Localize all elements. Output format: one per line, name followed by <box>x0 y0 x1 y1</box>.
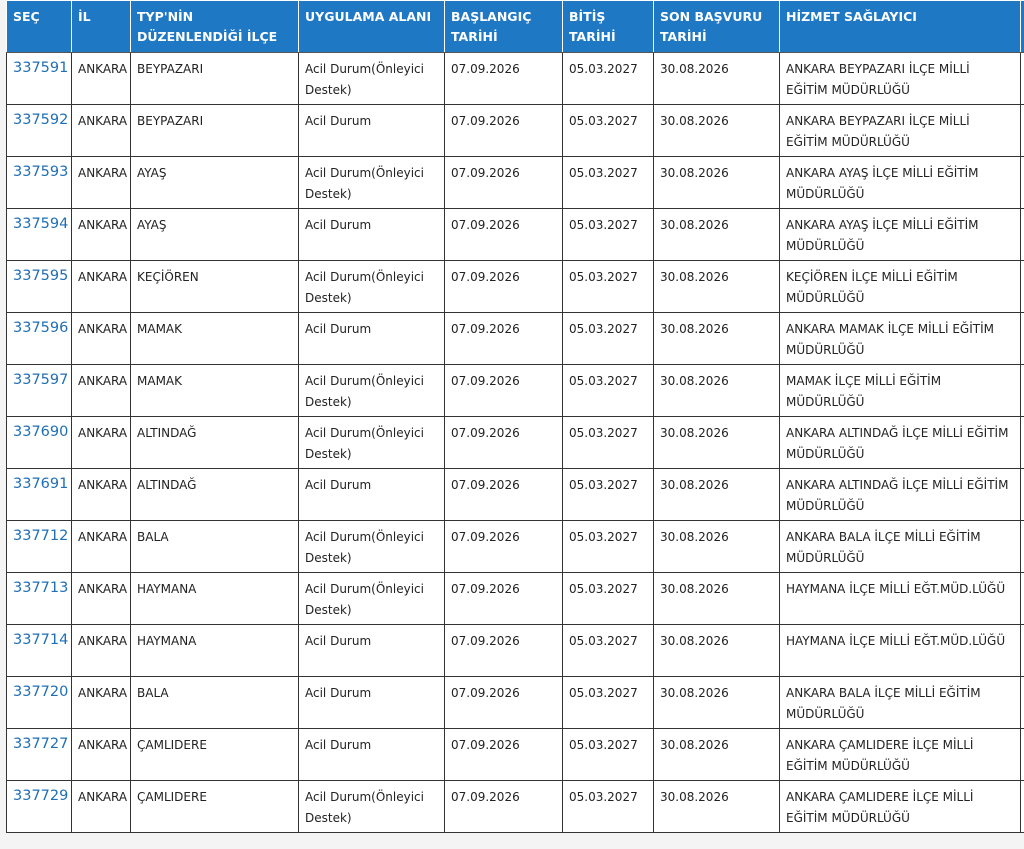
header-uygulama-alani[interactable]: UYGULAMA ALANI <box>299 1 445 53</box>
cell-bitis-tarihi: 05.03.2027 <box>563 157 654 209</box>
cell-extra <box>1021 417 1024 469</box>
cell-extra <box>1021 781 1024 833</box>
cell-ilce: AYAŞ <box>131 209 299 261</box>
header-baslangic-tarihi[interactable]: BAŞLANGIÇ TARİHİ <box>445 1 563 53</box>
header-row <box>7 1 1024 53</box>
cell-uygulama-alani: Acil Durum <box>299 209 445 261</box>
cell-uygulama-alani: Acil Durum(Önleyici Destek) <box>299 573 445 625</box>
cell-uygulama-alani: Acil Durum <box>299 729 445 781</box>
cell-baslangic-tarihi: 07.09.2026 <box>445 261 563 313</box>
select-record-link[interactable]: 337591 <box>13 60 69 76</box>
cell-il: ANKARA <box>72 53 131 105</box>
cell-uygulama-alani: Acil Durum(Önleyici Destek) <box>299 53 445 105</box>
table-row <box>7 729 1024 781</box>
cell-bitis-tarihi: 05.03.2027 <box>563 625 654 677</box>
cell-extra <box>1021 209 1024 261</box>
cell-hizmet-saglayici: ANKARA ALTINDAĞ İLÇE MİLLİ EĞİTİM MÜDÜRLÜĞÜ <box>780 469 1021 521</box>
cell-bitis-tarihi: 05.03.2027 <box>563 53 654 105</box>
cell-son-basvuru-tarihi: 30.08.2026 <box>654 469 780 521</box>
cell-ilce: AYAŞ <box>131 157 299 209</box>
cell-baslangic-tarihi: 07.09.2026 <box>445 365 563 417</box>
cell-il: ANKARA <box>72 781 131 833</box>
cell-sec <box>7 781 72 833</box>
table-row <box>7 573 1024 625</box>
select-record-link[interactable]: 337593 <box>13 164 69 180</box>
cell-ilce: HAYMANA <box>131 625 299 677</box>
cell-extra <box>1021 53 1024 105</box>
table-row <box>7 105 1024 157</box>
table-row <box>7 313 1024 365</box>
cell-il: ANKARA <box>72 365 131 417</box>
cell-uygulama-alani: Acil Durum(Önleyici Destek) <box>299 261 445 313</box>
cell-sec <box>7 365 72 417</box>
cell-hizmet-saglayici: ANKARA AYAŞ İLÇE MİLLİ EĞİTİM MÜDÜRLÜĞÜ <box>780 157 1021 209</box>
header-hizmet-saglayici[interactable]: HİZMET SAĞLAYICI <box>780 1 1021 53</box>
select-record-link[interactable]: 337596 <box>13 320 69 336</box>
table-row <box>7 625 1024 677</box>
cell-bitis-tarihi: 05.03.2027 <box>563 573 654 625</box>
table-header <box>7 1 1024 53</box>
cell-il: ANKARA <box>72 521 131 573</box>
cell-baslangic-tarihi: 07.09.2026 <box>445 469 563 521</box>
table-row <box>7 261 1024 313</box>
cell-bitis-tarihi: 05.03.2027 <box>563 521 654 573</box>
cell-uygulama-alani: Acil Durum <box>299 313 445 365</box>
cell-hizmet-saglayici: KEÇİÖREN İLÇE MİLLİ EĞİTİM MÜDÜRLÜĞÜ <box>780 261 1021 313</box>
cell-son-basvuru-tarihi: 30.08.2026 <box>654 209 780 261</box>
cell-son-basvuru-tarihi: 30.08.2026 <box>654 313 780 365</box>
cell-baslangic-tarihi: 07.09.2026 <box>445 313 563 365</box>
cell-extra <box>1021 729 1024 781</box>
cell-son-basvuru-tarihi: 30.08.2026 <box>654 521 780 573</box>
cell-extra <box>1021 521 1024 573</box>
cell-ilce: MAMAK <box>131 365 299 417</box>
cell-son-basvuru-tarihi: 30.08.2026 <box>654 105 780 157</box>
cell-baslangic-tarihi: 07.09.2026 <box>445 105 563 157</box>
cell-il: ANKARA <box>72 261 131 313</box>
cell-ilce: HAYMANA <box>131 573 299 625</box>
table-row <box>7 677 1024 729</box>
cell-bitis-tarihi: 05.03.2027 <box>563 365 654 417</box>
header-ilce[interactable]: TYP'NİN DÜZENLENDİĞİ İLÇE <box>131 1 299 53</box>
cell-extra <box>1021 313 1024 365</box>
cell-il: ANKARA <box>72 729 131 781</box>
cell-hizmet-saglayici: ANKARA ÇAMLIDERE İLÇE MİLLİ EĞİTİM MÜDÜRLÜĞÜ <box>780 729 1021 781</box>
table-row <box>7 209 1024 261</box>
cell-ilce: ÇAMLIDERE <box>131 729 299 781</box>
cell-son-basvuru-tarihi: 30.08.2026 <box>654 625 780 677</box>
table-row <box>7 53 1024 105</box>
cell-sec <box>7 105 72 157</box>
cell-son-basvuru-tarihi: 30.08.2026 <box>654 365 780 417</box>
cell-son-basvuru-tarihi: 30.08.2026 <box>654 417 780 469</box>
cell-son-basvuru-tarihi: 30.08.2026 <box>654 157 780 209</box>
cell-il: ANKARA <box>72 157 131 209</box>
header-il[interactable]: İL <box>72 1 131 53</box>
cell-sec <box>7 573 72 625</box>
table-body <box>7 53 1024 833</box>
cell-extra <box>1021 261 1024 313</box>
table-row <box>7 365 1024 417</box>
select-record-link[interactable]: 337597 <box>13 372 69 388</box>
cell-baslangic-tarihi: 07.09.2026 <box>445 53 563 105</box>
cell-extra <box>1021 573 1024 625</box>
cell-uygulama-alani: Acil Durum <box>299 469 445 521</box>
select-record-link[interactable]: 337595 <box>13 268 69 284</box>
cell-son-basvuru-tarihi: 30.08.2026 <box>654 261 780 313</box>
cell-sec <box>7 417 72 469</box>
cell-uygulama-alani: Acil Durum <box>299 677 445 729</box>
cell-uygulama-alani: Acil Durum(Önleyici Destek) <box>299 417 445 469</box>
cell-hizmet-saglayici: ANKARA BALA İLÇE MİLLİ EĞİTİM MÜDÜRLÜĞÜ <box>780 521 1021 573</box>
cell-sec <box>7 53 72 105</box>
cell-bitis-tarihi: 05.03.2027 <box>563 313 654 365</box>
cell-baslangic-tarihi: 07.09.2026 <box>445 157 563 209</box>
cell-uygulama-alani: Acil Durum(Önleyici Destek) <box>299 157 445 209</box>
cell-son-basvuru-tarihi: 30.08.2026 <box>654 781 780 833</box>
cell-hizmet-saglayici: ANKARA BALA İLÇE MİLLİ EĞİTİM MÜDÜRLÜĞÜ <box>780 677 1021 729</box>
table-row <box>7 781 1024 833</box>
cell-extra <box>1021 105 1024 157</box>
select-record-link[interactable]: 337727 <box>13 736 69 752</box>
cell-hizmet-saglayici: ANKARA BEYPAZARI İLÇE MİLLİ EĞİTİM MÜDÜRLÜĞÜ <box>780 105 1021 157</box>
cell-bitis-tarihi: 05.03.2027 <box>563 729 654 781</box>
cell-uygulama-alani: Acil Durum(Önleyici Destek) <box>299 521 445 573</box>
cell-ilce: ÇAMLIDERE <box>131 781 299 833</box>
cell-baslangic-tarihi: 07.09.2026 <box>445 209 563 261</box>
cell-son-basvuru-tarihi: 30.08.2026 <box>654 677 780 729</box>
cell-sec <box>7 677 72 729</box>
cell-ilce: ALTINDAĞ <box>131 469 299 521</box>
cell-il: ANKARA <box>72 625 131 677</box>
cell-bitis-tarihi: 05.03.2027 <box>563 677 654 729</box>
select-record-link[interactable]: 337714 <box>13 632 69 648</box>
cell-sec <box>7 313 72 365</box>
cell-extra <box>1021 469 1024 521</box>
cell-hizmet-saglayici: HAYMANA İLÇE MİLLİ EĞT.MÜD.LÜĞÜ <box>780 625 1021 677</box>
cell-baslangic-tarihi: 07.09.2026 <box>445 573 563 625</box>
cell-baslangic-tarihi: 07.09.2026 <box>445 781 563 833</box>
cell-extra <box>1021 677 1024 729</box>
table-row <box>7 417 1024 469</box>
select-record-link[interactable]: 337712 <box>13 528 69 544</box>
cell-uygulama-alani: Acil Durum <box>299 105 445 157</box>
select-record-link[interactable]: 337720 <box>13 684 69 700</box>
cell-il: ANKARA <box>72 417 131 469</box>
cell-ilce: BALA <box>131 677 299 729</box>
select-record-link[interactable]: 337691 <box>13 476 69 492</box>
header-sec[interactable]: SEÇ <box>7 1 72 53</box>
cell-sec <box>7 469 72 521</box>
cell-hizmet-saglayici: ANKARA AYAŞ İLÇE MİLLİ EĞİTİM MÜDÜRLÜĞÜ <box>780 209 1021 261</box>
header-son-basvuru-tarihi[interactable]: SON BAŞVURU TARİHİ <box>654 1 780 53</box>
program-listing-table <box>6 0 1024 833</box>
cell-il: ANKARA <box>72 469 131 521</box>
cell-il: ANKARA <box>72 677 131 729</box>
cell-sec <box>7 521 72 573</box>
select-record-link[interactable]: 337592 <box>13 112 69 128</box>
cell-ilce: KEÇİÖREN <box>131 261 299 313</box>
cell-hizmet-saglayici: ANKARA ALTINDAĞ İLÇE MİLLİ EĞİTİM MÜDÜRLÜĞÜ <box>780 417 1021 469</box>
cell-bitis-tarihi: 05.03.2027 <box>563 469 654 521</box>
cell-ilce: BEYPAZARI <box>131 105 299 157</box>
cell-ilce: ALTINDAĞ <box>131 417 299 469</box>
cell-uygulama-alani: Acil Durum(Önleyici Destek) <box>299 781 445 833</box>
cell-extra <box>1021 157 1024 209</box>
cell-hizmet-saglayici: MAMAK İLÇE MİLLİ EĞİTİM MÜDÜRLÜĞÜ <box>780 365 1021 417</box>
cell-bitis-tarihi: 05.03.2027 <box>563 781 654 833</box>
cell-extra <box>1021 365 1024 417</box>
cell-uygulama-alani: Acil Durum <box>299 625 445 677</box>
cell-baslangic-tarihi: 07.09.2026 <box>445 677 563 729</box>
cell-sec <box>7 209 72 261</box>
table-row <box>7 157 1024 209</box>
cell-sec <box>7 157 72 209</box>
cell-hizmet-saglayici: ANKARA ÇAMLIDERE İLÇE MİLLİ EĞİTİM MÜDÜRLÜĞÜ <box>780 781 1021 833</box>
cell-sec <box>7 729 72 781</box>
cell-hizmet-saglayici: HAYMANA İLÇE MİLLİ EĞT.MÜD.LÜĞÜ <box>780 573 1021 625</box>
cell-il: ANKARA <box>72 105 131 157</box>
cell-sec <box>7 625 72 677</box>
cell-uygulama-alani: Acil Durum(Önleyici Destek) <box>299 365 445 417</box>
cell-baslangic-tarihi: 07.09.2026 <box>445 417 563 469</box>
cell-ilce: BALA <box>131 521 299 573</box>
select-record-link[interactable]: 337713 <box>13 580 69 596</box>
cell-son-basvuru-tarihi: 30.08.2026 <box>654 573 780 625</box>
cell-hizmet-saglayici: ANKARA MAMAK İLÇE MİLLİ EĞİTİM MÜDÜRLÜĞÜ <box>780 313 1021 365</box>
cell-baslangic-tarihi: 07.09.2026 <box>445 625 563 677</box>
cell-ilce: MAMAK <box>131 313 299 365</box>
cell-bitis-tarihi: 05.03.2027 <box>563 209 654 261</box>
cell-bitis-tarihi: 05.03.2027 <box>563 261 654 313</box>
cell-il: ANKARA <box>72 209 131 261</box>
select-record-link[interactable]: 337594 <box>13 216 69 232</box>
listing-table-container <box>6 0 1024 849</box>
select-record-link[interactable]: 337690 <box>13 424 69 440</box>
header-extra <box>1021 1 1024 53</box>
cell-extra <box>1021 625 1024 677</box>
table-row <box>7 521 1024 573</box>
cell-ilce: BEYPAZARI <box>131 53 299 105</box>
cell-hizmet-saglayici: ANKARA BEYPAZARI İLÇE MİLLİ EĞİTİM MÜDÜRLÜĞÜ <box>780 53 1021 105</box>
cell-sec <box>7 261 72 313</box>
select-record-link[interactable]: 337729 <box>13 788 69 804</box>
table-row <box>7 469 1024 521</box>
cell-il: ANKARA <box>72 573 131 625</box>
cell-bitis-tarihi: 05.03.2027 <box>563 417 654 469</box>
cell-son-basvuru-tarihi: 30.08.2026 <box>654 729 780 781</box>
cell-baslangic-tarihi: 07.09.2026 <box>445 521 563 573</box>
header-bitis-tarihi[interactable]: BİTİŞ TARİHİ <box>563 1 654 53</box>
cell-bitis-tarihi: 05.03.2027 <box>563 105 654 157</box>
cell-baslangic-tarihi: 07.09.2026 <box>445 729 563 781</box>
cell-son-basvuru-tarihi: 30.08.2026 <box>654 53 780 105</box>
cell-il: ANKARA <box>72 313 131 365</box>
